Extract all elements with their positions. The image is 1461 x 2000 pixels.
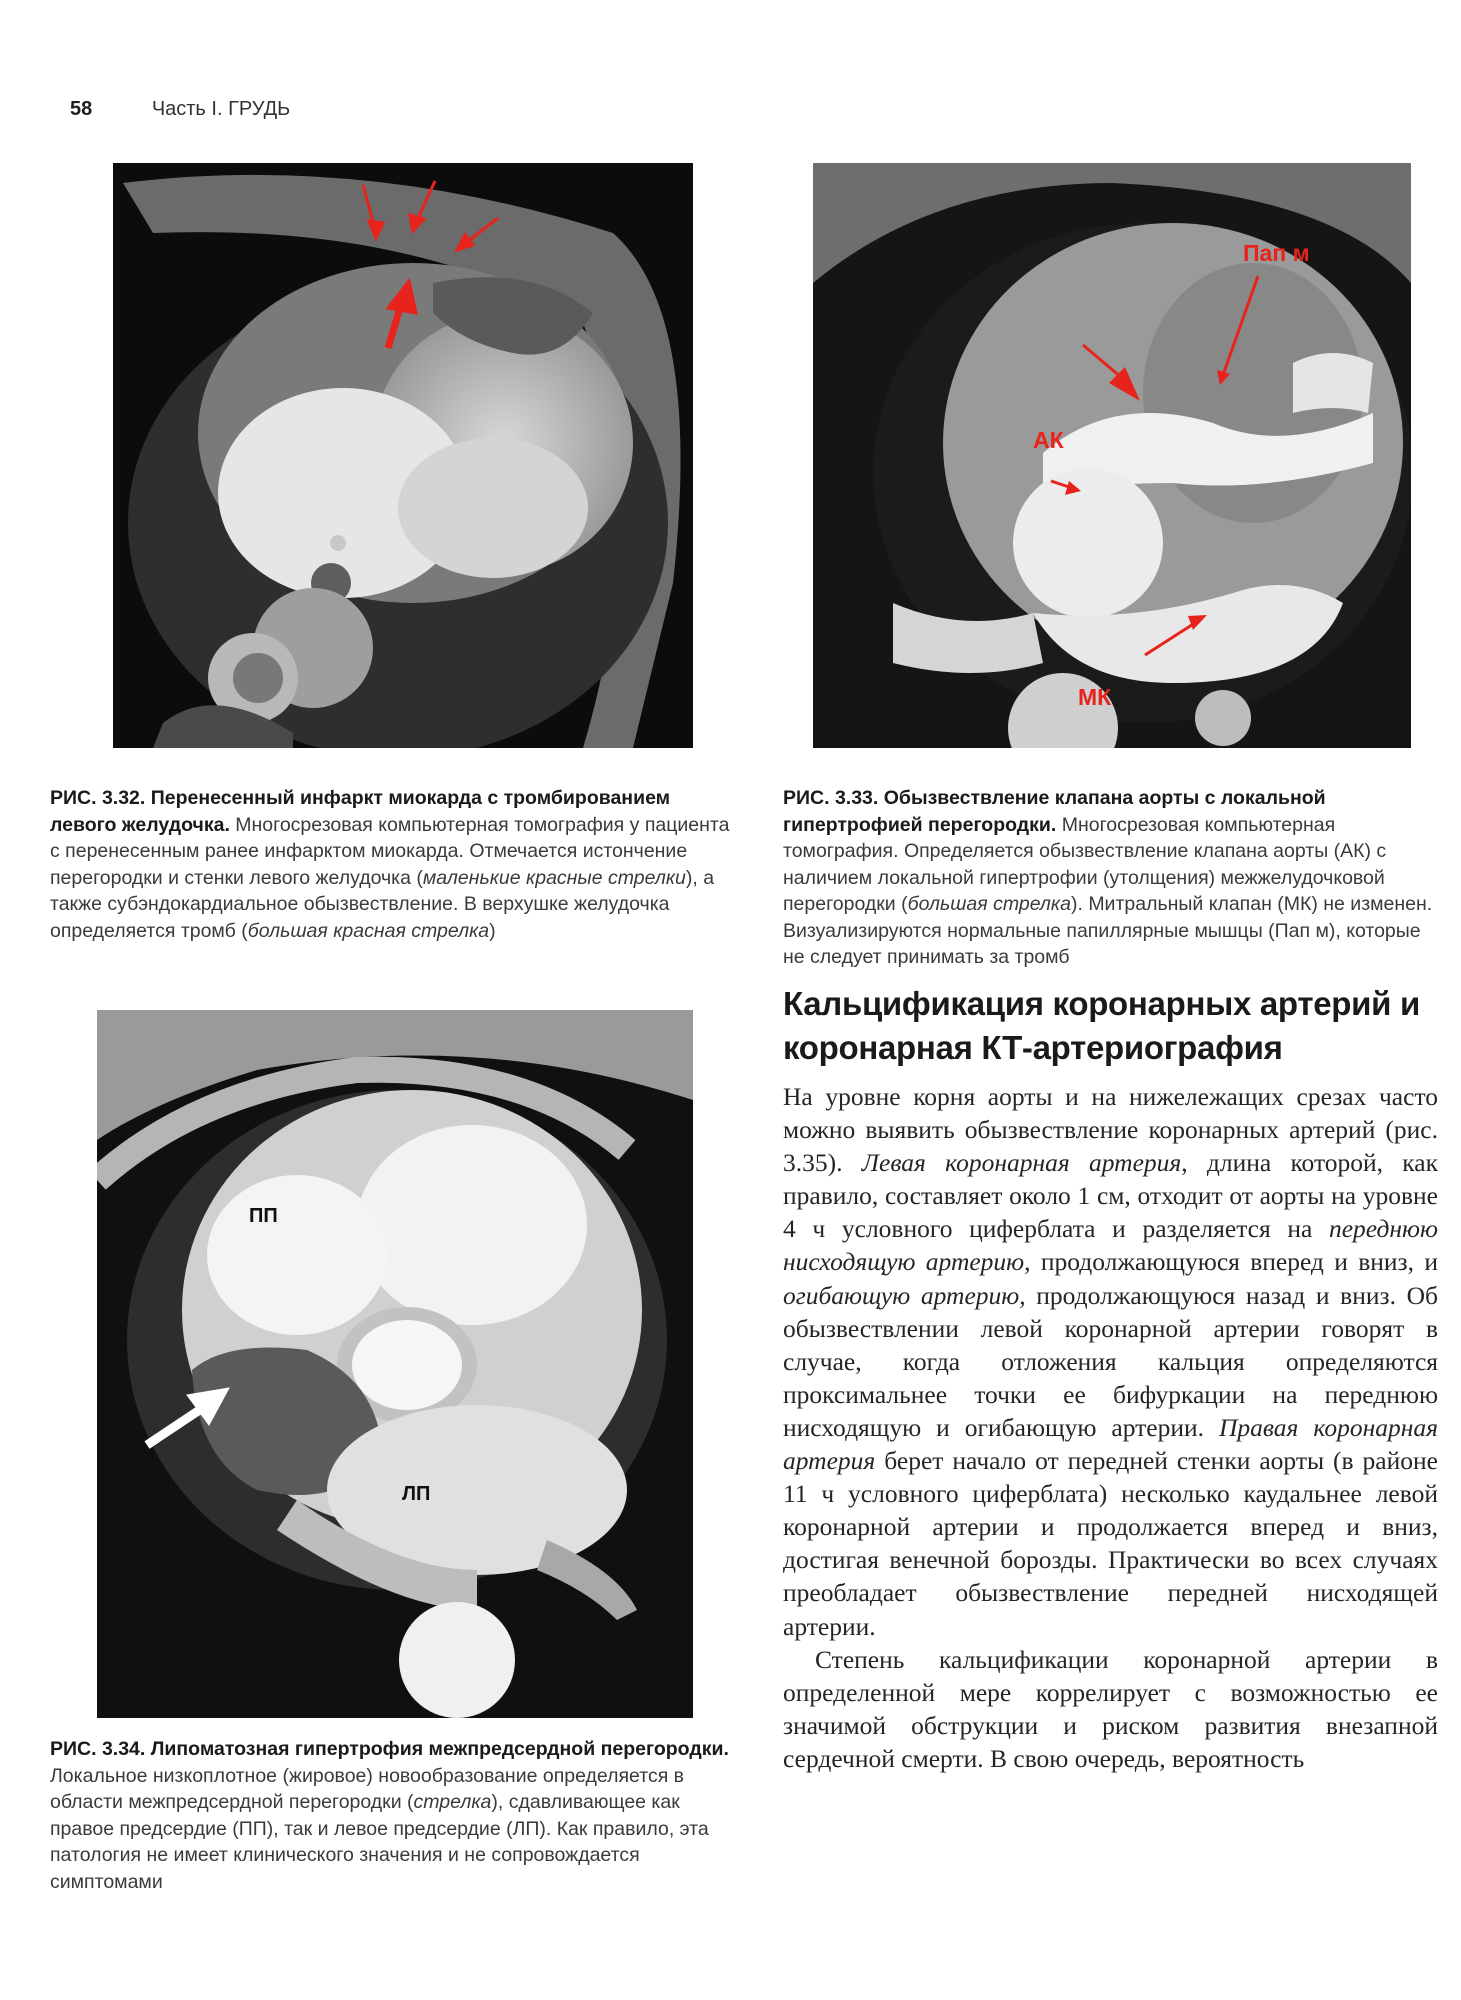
p1-text-4: , продолжающуюся назад и вниз. Об обызвествлении левой коронарной артерии говорят в случае, когда отложения кальция определяются проксимальнее точки ее бифуркации на переднюю нисходящую и огибающую артерии. <box>783 1280 1438 1442</box>
figure-3-33-ct-image <box>813 163 1411 748</box>
ct-scan-atrial-septum <box>97 1010 693 1718</box>
section-body <box>783 1080 1438 1775</box>
paragraph-1 <box>783 1080 1438 1643</box>
fig334-italic-1: стрелка <box>413 1791 492 1813</box>
fig332-title: Перенесенный инфаркт миокарда с тромбированием левого желудочка. <box>50 787 671 836</box>
p1-text-3: , продолжающуюся вперед и вниз, и <box>1024 1247 1438 1277</box>
p1-italic-1: Левая коронарная артерия <box>861 1148 1182 1178</box>
section-title: Кальцификация коронарных артерий и коронарная КТ-артериография <box>783 985 1420 1066</box>
label-pap-m: Пап м <box>1243 240 1310 266</box>
fig334-title: Липоматозная гипертрофия межпредсердной перегородки. <box>150 1738 729 1760</box>
p1-italic-2: переднюю нисходящую артерию <box>783 1214 1438 1277</box>
label-mk: МК <box>1078 684 1112 710</box>
page-number: 58 <box>70 98 93 120</box>
figure-3-34-caption <box>50 1736 730 1895</box>
fig332-italic-2: большая красная стрелка <box>247 919 490 942</box>
fig332-text-1: Многосрезовая компьютерная томография у пациента с перенесенным ранее инфарктом миокарда. Отмечается истончение перегородки и стенки левого желудочка ( <box>50 813 730 889</box>
fig333-label: РИС. 3.33. <box>783 787 879 809</box>
label-lp: ЛП <box>402 1483 431 1505</box>
fig333-italic-1: большая стрелка <box>907 893 1071 915</box>
fig333-title: Обызвествление клапана аорты с локальной гипертрофией перегородки. <box>783 787 1326 836</box>
fig334-label: РИС. 3.34. <box>50 1738 146 1760</box>
label-ak: АК <box>1033 427 1064 453</box>
fig332-text-3: ) <box>489 919 496 942</box>
figure-3-32-ct-image <box>113 163 693 748</box>
fig334-text-1: Локальное низкоплотное (жировое) новообразование определяется в области межпредсердной перегородки ( <box>50 1764 685 1813</box>
fig334-text-2: ), сдавливающее как правое предсердие (ПП), так и левое предсердие (ЛП). Как правило, эта патология не имеет клинического значения и не сопровождается симптомами <box>50 1791 709 1893</box>
paragraph-2: Степень кальцификации коронарной артерии в определенной мере коррелирует с возможностью ее значимой обструкции и риском развития внезапной сердечной смерти. В свою очередь, вероятность <box>783 1644 1438 1773</box>
figure-3-34-ct-image <box>97 1010 693 1718</box>
fig332-text-2: ), а также субэндокардиальное обызвествление. В верхушке желудочка определяется тромб ( <box>50 866 715 942</box>
figure-3-32-caption <box>50 785 730 944</box>
p1-italic-4: Правая коронарная артерия <box>783 1412 1438 1476</box>
ct-scan-heart-thrombus <box>113 163 693 748</box>
p1-text-1: На уровне корня аорты и на нижележащих срезах часто можно выявить обызвествление коронарных артерий (рис. 3.35). <box>783 1082 1438 1178</box>
figure-3-33-caption <box>783 785 1443 971</box>
p1-text-2: , длина которой, как правило, составляет около 1 см, отходит от аорты на уровне 4 ч условного циферблата и разделяется на <box>783 1148 1439 1244</box>
fig332-label: РИС. 3.32. <box>50 787 146 809</box>
running-title: Часть I. ГРУДЬ <box>151 98 291 120</box>
p1-text-5: берет начало от передней стенки аорты (в районе 11 ч условного циферблата) несколько каудальнее левой коронарной артерии и продолжается вперед и вниз, достигая венечной борозды. Практически во всех случаях преобладает обызвествление передней нисходящей артерии. <box>783 1446 1438 1641</box>
fig333-text-2: ). Митральный клапан (МК) не изменен. Визуализируются нормальные папиллярные мышцы (Пап м), которые не следует принимать за тромб <box>783 893 1433 968</box>
ct-scan-aortic-valve <box>813 163 1411 748</box>
fig333-text-1: Многосрезовая компьютерная томография. Определяется обызвествление клапана аорты (АК) с наличием локальной гипертрофии (утолщения) межжелудочковой перегородки ( <box>783 813 1387 915</box>
label-pp: ПП <box>249 1205 278 1227</box>
p1-italic-3: огибающую артерию <box>783 1280 1020 1310</box>
fig332-italic-1: маленькие красные стрелки <box>422 866 686 889</box>
page-header <box>70 98 290 121</box>
